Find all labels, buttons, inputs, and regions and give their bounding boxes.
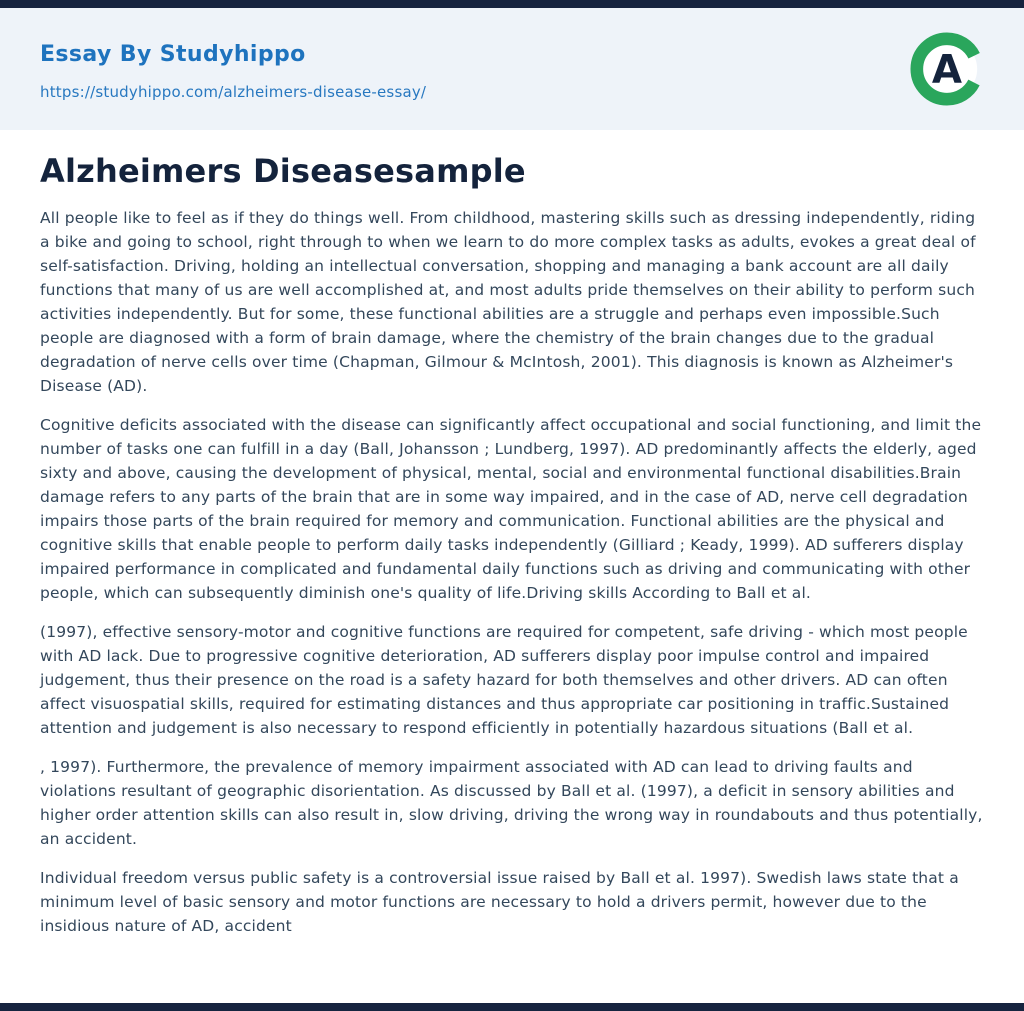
header-text-block xyxy=(40,38,426,101)
article-url-link[interactable]: https://studyhippo.com/alzheimers-disease-essay/ xyxy=(40,82,427,101)
article-title: Alzheimers Diseasesample xyxy=(40,152,526,190)
article-paragraph: (1997), effective sensory-motor and cognitive functions are required for competent, safe driving - which most people with AD lack. Due to progressive cognitive deterioration, AD sufferers display poor impulse control and impaired judgement, thus their presence on the road is a safety hazard for both themselves and other drivers. AD can often affect visuospatial skills, required for estimating distances and thus appropriate car positioning in traffic.Sustained attention and judgement is also necessary to respond efficiently in potentially hazardous situations (Ball et al. xyxy=(40,623,968,738)
article-paragraph: All people like to feel as if they do things well. From childhood, mastering skills such as dressing independently, riding a bike and going to school, right through to when we learn to do more complex tasks as adults, evokes a great deal of self-satisfaction. Driving, holding an intellectual conversation, shopping and managing a bank account are all daily functions that many of us are well accomplished at, and most adults pride themselves on their ability to perform such activities independently. But for some, these functional abilities are a struggle and perhaps even impossible.Such people are diagnosed with a form of brain damage, where the chemistry of the brain changes due to the gradual degradation of nerve cells over time (Chapman, Gilmour & McIntosh, 2001). This diagnosis is known as Alzheimer's Disease (AD). xyxy=(40,209,976,396)
article-paragraph: Cognitive deficits associated with the disease can significantly affect occupational and social functioning, and limit the number of tasks one can fulfill in a day (Ball, Johansson ; Lundberg, 1997). AD predominantly affects the elderly, aged sixty and above, causing the development of physical, mental, social and environmental functional disabilities.Brain damage refers to any parts of the brain that are in some way impaired, and in the case of AD, nerve cell degradation impairs those parts of the brain required for memory and communication. Functional abilities are the physical and cognitive skills that enable people to perform daily tasks independently (Gilliard ; Keady, 1999). AD sufferers display impaired performance in complicated and fundamental daily functions such as driving and communicating with other people, which can subsequently diminish one's quality of life.Driving skills According to Ball et al. xyxy=(40,416,982,603)
bottom-border xyxy=(0,1003,1024,1011)
logo-letter: A xyxy=(931,47,963,93)
site-title: Essay By Studyhippo xyxy=(40,41,306,67)
top-border xyxy=(0,0,1024,8)
article-body xyxy=(40,206,984,938)
article-paragraph: , 1997). Furthermore, the prevalence of memory impairment associated with AD can lead to driving faults and violations resultant of geographic disorientation. As discussed by Ball et al. (1997), a deficit in sensory abilities and higher order attention skills can also result in, slow driving, driving the wrong way in roundabouts and thus potentially, an accident. xyxy=(40,758,983,849)
article-content xyxy=(0,130,1024,1003)
studyhippo-logo-icon xyxy=(910,32,984,106)
article-paragraph: Individual freedom versus public safety is a controversial issue raised by Ball et al. 1997). Swedish laws state that a minimum level of basic sensory and motor functions are necessary to hold a drivers permit, however due to the insidious nature of AD, accident xyxy=(40,869,959,936)
page-header xyxy=(0,8,1024,130)
studyhippo-logo xyxy=(910,32,984,106)
